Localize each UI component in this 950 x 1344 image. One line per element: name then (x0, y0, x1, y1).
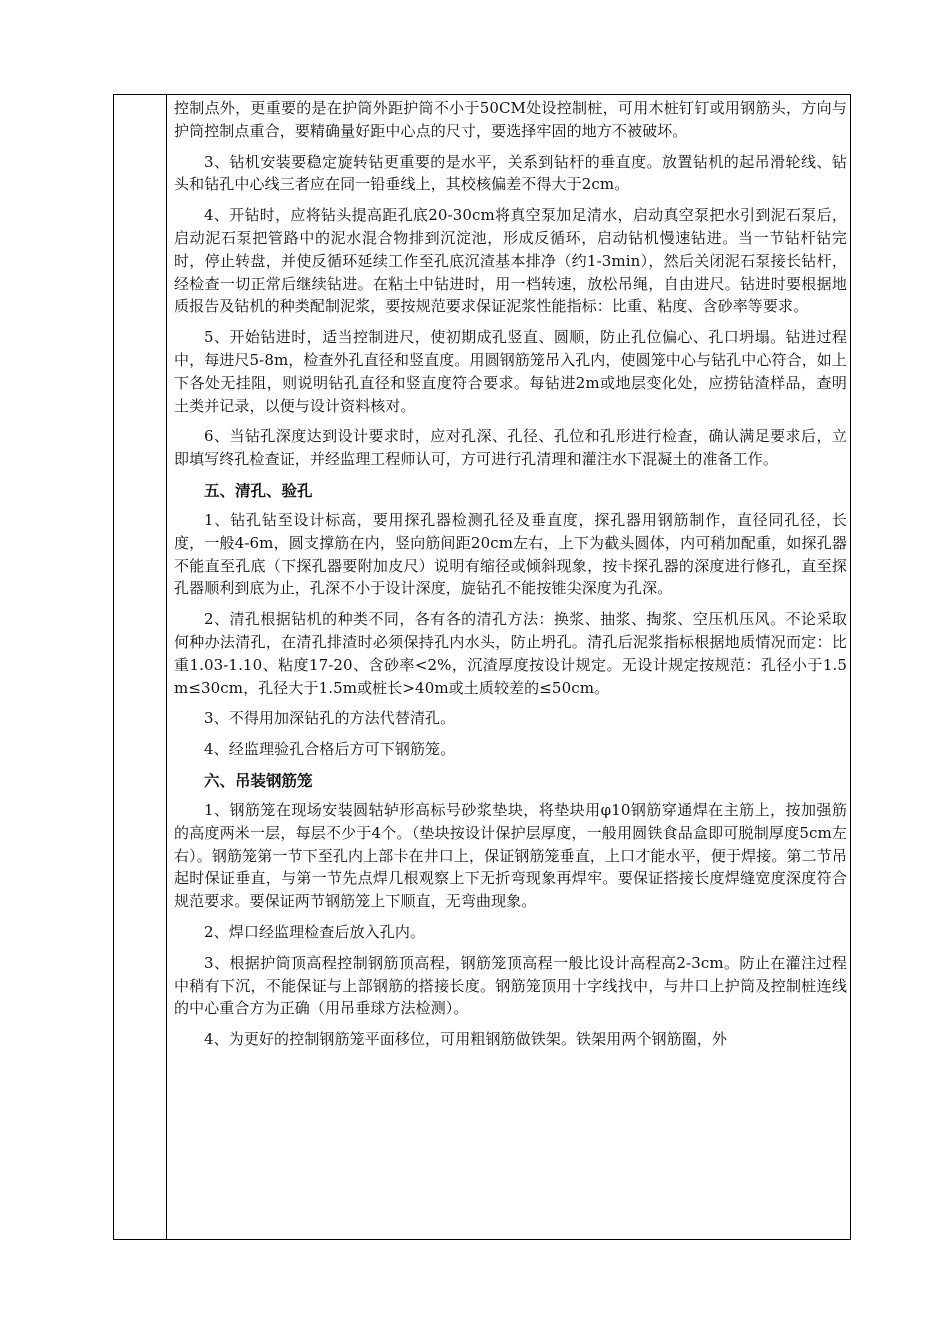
document-table (113, 94, 851, 1240)
paragraph: 6、当钻孔深度达到设计要求时，应对孔深、孔径、孔位和孔形进行检查，确认满足要求后，立即填写终孔检查证，并经监理工程师认可，方可进行孔清理和灌注水下混凝土的准备工作。 (174, 427, 847, 469)
paragraph: 2、焊口经监理检查后放入孔内。 (204, 922, 426, 941)
paragraph: 1、钢筋笼在现场安装圆轱轳形高标号砂浆垫块，将垫块用φ10钢筋穿通焊在主筋上，按加强筋的高度两米一层，每层不少于4个。（垫块按设计保护层厚度，一般用圆铁食品盒即可脱制厚度5cm左右）。钢筋笼第一节下至孔内上部卡在井口上，保证钢筋笼垂直，上口才能水平，便于焊接。第二节吊起时保证垂直，与第一节先点焊几根观察上下无折弯现象再焊牢。要保证搭接长度焊缝宽度深度符合规范要求。要保证两节钢筋笼上下顺直，无弯曲现象。 (174, 800, 847, 911)
paragraph: 4、经监理验孔合格后方可下钢筋笼。 (204, 740, 456, 759)
paragraph: 3、钻机安装要稳定旋转钻更重要的是水平，关系到钻杆的垂直度。放置钻机的起吊滑轮线、钻头和钻孔中心线三者应在同一铅垂线上，其校核偏差不得大于2cm。 (174, 152, 847, 194)
paragraph: 2、清孔根据钻机的种类不同，各有各的清孔方法：换浆、抽浆、掏浆、空压机压风。不论采取何种办法清孔，在清孔排渣时必须保持孔内水头，防止坍孔。清孔后泥浆指标根据地质情况而定：比重1.03-1.10、粘度17-20、含砂率<2%，沉渣厚度按设计规定。无设计规定按规范：孔径小于1.5m≤30cm，孔径大于1.5m或桩长>40m或土质较差的≤50cm。 (174, 610, 847, 697)
paragraph: 1、钻孔钻至设计标高，要用探孔器检测孔径及垂直度，探孔器用钢筋制作，直径同孔径，长度，一般4-6m，圆支撑筋在内，竖向筋间距20cm左右，上下为截头圆体，内可稍加配重，如探孔器不能直至孔底（下探孔器要附加皮尺）说明有缩径或倾斜现象，按卡探孔器的深度进行修孔，直至探孔器顺利到底为止，孔深不小于设计深度，旋钻孔不能按锥尖深度为孔深。 (174, 510, 847, 598)
paragraph: 3、不得用加深钻孔的方法代替清孔。 (204, 709, 456, 728)
paragraph: 4、开钻时，应将钻头提高距孔底20-30cm将真空泵加足清水，启动真空泵把水引到泥石泵后，启动泥石泵把管路中的泥水混合物排到沉淀池，形成反循环，启动钻机慢速钻进。当一节钻杆钻完时，停止转盘，并使反循环延续工作至孔底沉渣基本排净（约1-3min），然后关闭泥石泵接长钻杆，经检查一切正常后继续钻进。在粘土中钻进时，用一档转速，放松吊绳，自由进尺。钻进时要根据地质报告及钻机的种类配制泥浆，要按规范要求保证泥浆性能指标：比重、粘度、含砂率等要求。 (174, 206, 847, 316)
section-heading-6: 六、吊装钢筋笼 (204, 771, 313, 790)
paragraph: 3、根据护筒顶高程控制钢筋顶高程，钢筋笼顶高程一般比设计高程高2-3cm。防止在灌注过程中稍有下沉，不能保证与上部钢筋的搭接长度。钢筋笼顶用十字线找中，与井口上护筒及控制桩连线的中心重合方为正确（用吊垂球方法检测）。 (174, 953, 847, 1018)
paragraph: 5、开始钻进时，适当控制进尺，使初期成孔竖直、圆顺，防止孔位偏心、孔口坍塌。钻进过程中，每进尺5-8m，检查外孔直径和竖直度。用圆钢筋笼吊入孔内，使圆笼中心与钻孔中心符合，如上下各处无挂阻，则说明钻孔直径和竖直度符合要求。每钻进2m或地层变化处，应捞钻渣样品，查明土类并记录，以便与设计资料核对。 (174, 328, 847, 415)
paragraph: 4、为更好的控制钢筋笼平面移位，可用粗钢筋做铁架。铁架用两个钢筋圈，外 (204, 1030, 728, 1049)
section-heading-5: 五、清孔、验孔 (204, 481, 313, 500)
paragraph: 控制点外，更重要的是在护筒外距护筒不小于50CM处设控制桩，可用木桩钉钉或用钢筋头，方向与护筒控制点重合，要精确量好距中心点的尺寸，要选择牢固的地方不被破坏。 (174, 99, 847, 140)
table-left-column (114, 95, 167, 1239)
table-content-cell (174, 97, 847, 1059)
